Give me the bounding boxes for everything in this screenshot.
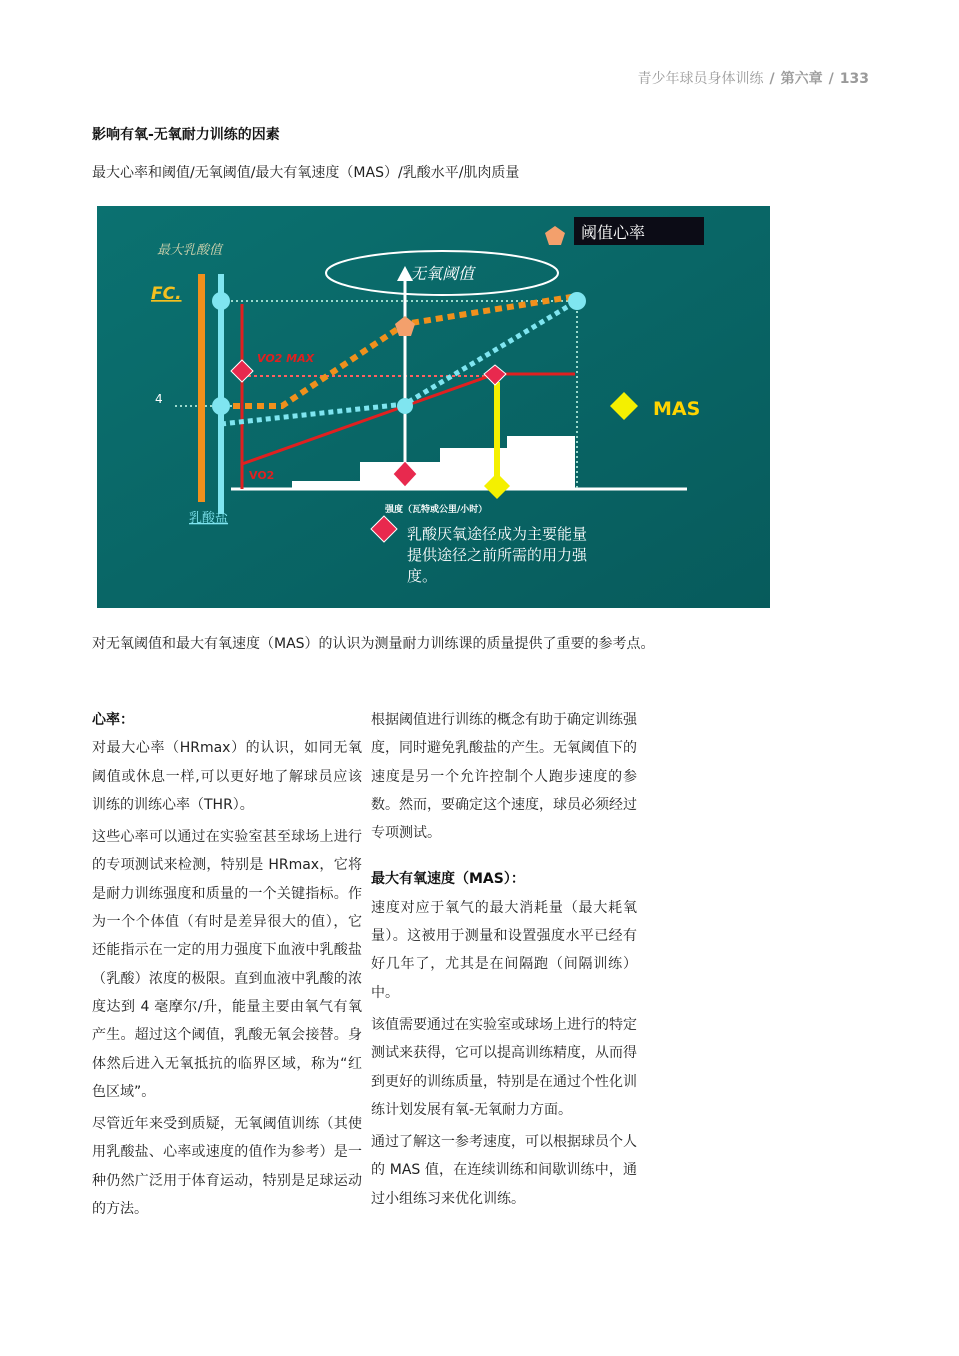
paragraph: 这些心率可以通过在实验室甚至球场上进行的专项测试来检测，特别是 HRmax，它将是耐力训练强度和质量的一个关键指标。作为一个个体值（有时是差异很大的值），它还能指示在一定的用力强度下血液中乳酸盐（乳酸）浓度的极限。直到血液中乳酸的浓度达到 4 毫摩尔/升，能量主要由氧气有氧产生。超过这个阈值，乳酸无氧会接替。身体然后进入无氧抵抗的临界区域，称为“红色区域”。 bbox=[92, 829, 362, 1100]
mas-label: MAS bbox=[653, 398, 701, 420]
spacer bbox=[371, 851, 637, 865]
fc-bar bbox=[198, 274, 205, 502]
section-title: 影响有氧-无氧耐力训练的因素 bbox=[92, 127, 280, 143]
paragraph: 速度对应于氧气的最大消耗量（最大耗氧量）。这被用于测量和设置强度水平已经有好几年了，尤其是在间隔跑（间隔训练）中。 bbox=[371, 899, 637, 1001]
paragraph: 该值需要通过在实验室或球场上进行的特定测试来获得，它可以提高训练精度，从而得到更好的训练质量，特别是在通过个性化训练计划发展有氧-无氧耐力方面。 bbox=[371, 1016, 637, 1118]
lactate-axis-label: 乳酸盐 bbox=[189, 511, 229, 526]
figure-caption: 对无氧阈值和最大有氧速度（MAS）的认识为测量耐力训练课的质量提供了重要的参考点。 bbox=[92, 636, 655, 652]
note-line: 提供途径之前所需的用力强 bbox=[407, 546, 588, 564]
book-title: 青少年球员身体训练 bbox=[637, 71, 764, 87]
page-number: 133 bbox=[839, 71, 869, 87]
left-column bbox=[92, 706, 362, 1227]
mas-heading: 最大有氧速度（MAS）： bbox=[371, 871, 525, 888]
mas-hr-marker bbox=[568, 292, 586, 310]
tick-4-label: 4 bbox=[155, 392, 163, 406]
note-line: 乳酸厌氧途径成为主要能量 bbox=[407, 525, 588, 543]
threshold-label: 无氧阈值 bbox=[409, 264, 475, 283]
chapter-label: 第六章 bbox=[780, 71, 823, 87]
right-column bbox=[371, 706, 637, 1217]
x-axis-label: 强度（瓦特或公里/小时） bbox=[385, 505, 488, 515]
max-lactate-label: 最大乳酸值 bbox=[157, 243, 223, 258]
running-header bbox=[638, 68, 869, 88]
threshold-diagram bbox=[97, 206, 770, 608]
header-separator: / bbox=[769, 71, 775, 87]
mas-vertical-bar bbox=[494, 382, 500, 485]
paragraph: 尽管近年来受到质疑，无氧阈值训练（其使用乳酸盐、心率或速度的值作为参考）是一种仍然广泛用于体育运动，特别是足球运动的方法。 bbox=[92, 1116, 362, 1218]
note-line: 度。 bbox=[407, 567, 438, 585]
header-separator: / bbox=[828, 71, 834, 87]
legend-hr-label: 阈值心率 bbox=[581, 223, 646, 242]
threshold-figure bbox=[97, 206, 770, 608]
paragraph: 通过了解这一参考速度，可以根据球员个人的 MAS 值，在连续训练和间歇训练中，通过小组练习来优化训练。 bbox=[371, 1134, 637, 1207]
vo2max-label: VO2 MAX bbox=[257, 352, 315, 365]
threshold-lactate-marker bbox=[397, 398, 413, 414]
paragraph: 根据阈值进行训练的概念有助于确定训练强度，同时避免乳酸盐的产生。无氧阈值下的速度是另一个允许控制个人跑步速度的参数。然而，要确定这个速度，球员必须经过专项测试。 bbox=[371, 712, 637, 842]
fc-label: FC. bbox=[151, 284, 182, 304]
lactate-4-marker bbox=[212, 397, 230, 415]
heart-rate-heading: 心率： bbox=[92, 712, 134, 728]
max-hr-marker bbox=[212, 292, 230, 310]
vo2-label: VO2 bbox=[249, 469, 275, 482]
factors-line: 最大心率和阈值/无氧阈值/最大有氧速度（MAS）/乳酸水平/肌肉质量 bbox=[92, 165, 520, 181]
paragraph: 对最大心率（HRmax）的认识，如同无氧阈值或休息一样,可以更好地了解球员应该训练的训练心率（THR）。 bbox=[92, 740, 362, 813]
